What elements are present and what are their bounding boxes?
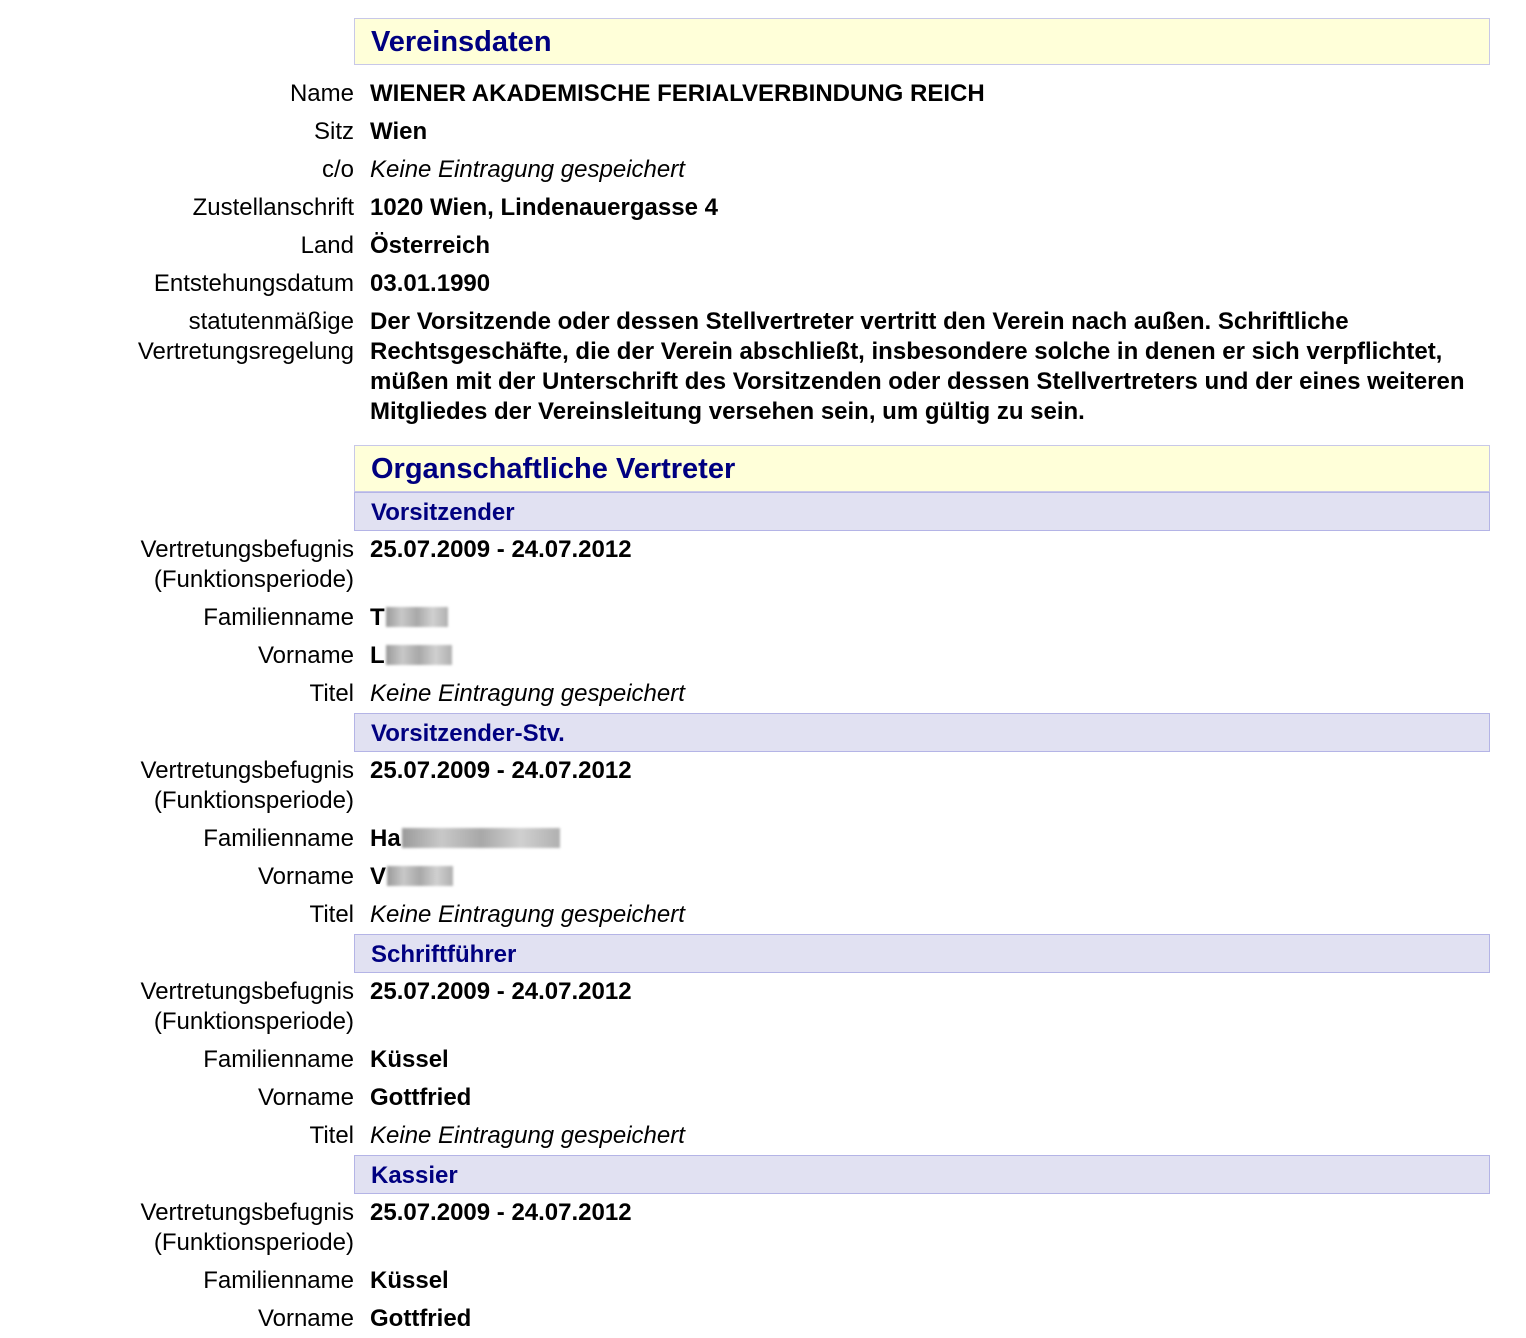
label-vertretungsregelung: statutenmäßige Vertretungsregelung bbox=[137, 308, 354, 365]
label-sitz: Sitz bbox=[313, 118, 354, 145]
row-first bbox=[0, 637, 1526, 675]
row-vertretungsregelung bbox=[0, 303, 1526, 431]
row-family bbox=[0, 820, 1526, 858]
value-family-text: T bbox=[370, 604, 385, 631]
row-title bbox=[0, 1117, 1526, 1155]
value-co: Keine Eintragung gespeichert bbox=[370, 156, 685, 183]
value-sitz: Wien bbox=[370, 118, 428, 145]
value-family bbox=[354, 603, 1474, 633]
value-zustellanschrift: 1020 Wien, Lindenauergasse 4 bbox=[370, 194, 718, 221]
value-first bbox=[354, 641, 1474, 671]
value-name: WIENER AKADEMISCHE FERIALVERBINDUNG REICH bbox=[370, 80, 985, 107]
row-family bbox=[0, 599, 1526, 637]
label-period: Vertretungsbefugnis (Funktionsperiode) bbox=[140, 536, 354, 593]
label-first: Vorname bbox=[257, 1305, 354, 1332]
row-zustellanschrift bbox=[0, 189, 1526, 227]
label-family: Familienname bbox=[203, 1267, 354, 1294]
label-title: Titel bbox=[309, 901, 354, 928]
row-sitz bbox=[0, 113, 1526, 151]
row-first bbox=[0, 858, 1526, 896]
redaction-blur bbox=[386, 645, 452, 665]
label-period: Vertretungsbefugnis (Funktionsperiode) bbox=[140, 978, 354, 1035]
redaction-blur bbox=[387, 866, 453, 886]
value-entstehungsdatum: 03.01.1990 bbox=[370, 270, 491, 297]
section-header-vertreter: Organschaftliche Vertreter bbox=[354, 445, 1490, 492]
label-title: Titel bbox=[309, 680, 354, 707]
row-period bbox=[0, 752, 1526, 820]
role-header-vorsitzender-stv: Vorsitzender-Stv. bbox=[354, 713, 1490, 752]
row-entstehungsdatum bbox=[0, 265, 1526, 303]
label-family: Familienname bbox=[203, 604, 354, 631]
label-family: Familienname bbox=[203, 825, 354, 852]
value-period: 25.07.2009 - 24.07.2012 bbox=[370, 536, 632, 563]
value-title: Keine Eintragung gespeichert bbox=[370, 901, 685, 928]
value-period: 25.07.2009 - 24.07.2012 bbox=[370, 1199, 632, 1226]
redaction-blur bbox=[386, 607, 448, 627]
row-name bbox=[0, 75, 1526, 113]
label-entstehungsdatum: Entstehungsdatum bbox=[153, 270, 354, 297]
value-first-text: V bbox=[370, 863, 387, 890]
register-extract bbox=[0, 18, 1526, 1338]
role-header-kassier: Kassier bbox=[354, 1155, 1490, 1194]
value-first: Gottfried bbox=[370, 1305, 472, 1332]
row-title bbox=[0, 675, 1526, 713]
label-name: Name bbox=[289, 80, 354, 107]
value-first bbox=[354, 862, 1474, 892]
label-first: Vorname bbox=[257, 863, 354, 890]
value-family: Küssel bbox=[370, 1267, 449, 1294]
label-co: c/o bbox=[321, 156, 354, 183]
label-title: Titel bbox=[309, 1122, 354, 1149]
value-first: Gottfried bbox=[370, 1084, 472, 1111]
value-family-text: Ha bbox=[370, 825, 401, 852]
row-period bbox=[0, 973, 1526, 1041]
row-first bbox=[0, 1079, 1526, 1117]
label-first: Vorname bbox=[257, 1084, 354, 1111]
value-family bbox=[354, 824, 1474, 854]
value-first-text: L bbox=[370, 642, 385, 669]
row-first bbox=[0, 1300, 1526, 1338]
value-family: Küssel bbox=[370, 1046, 449, 1073]
row-co bbox=[0, 151, 1526, 189]
value-title: Keine Eintragung gespeichert bbox=[370, 680, 685, 707]
value-period: 25.07.2009 - 24.07.2012 bbox=[370, 978, 632, 1005]
label-land: Land bbox=[300, 232, 354, 259]
value-title: Keine Eintragung gespeichert bbox=[370, 1122, 685, 1149]
value-period: 25.07.2009 - 24.07.2012 bbox=[370, 757, 632, 784]
label-first: Vorname bbox=[257, 642, 354, 669]
label-zustellanschrift: Zustellanschrift bbox=[192, 194, 354, 221]
label-period: Vertretungsbefugnis (Funktionsperiode) bbox=[140, 1199, 354, 1256]
redaction-blur bbox=[402, 828, 560, 848]
role-header-vorsitzender: Vorsitzender bbox=[354, 492, 1490, 531]
value-vertretungsregelung: Der Vorsitzende oder dessen Stellvertreter vertritt den Verein nach außen. Schriftliche Rechtsgeschäfte, die der Verein abschließt, insbesondere solche in denen er sich verpflichtet, müßen mit der Unterschrift des Vorsitzenden oder dessen Stellvertreters und der eines weiteren Mitgliedes der Vereinsleitung versehen sein, um gültig zu sein. bbox=[370, 308, 1465, 425]
row-family bbox=[0, 1262, 1526, 1300]
row-land bbox=[0, 227, 1526, 265]
label-family: Familienname bbox=[203, 1046, 354, 1073]
row-title bbox=[0, 896, 1526, 934]
label-period: Vertretungsbefugnis (Funktionsperiode) bbox=[140, 757, 354, 814]
row-family bbox=[0, 1041, 1526, 1079]
row-period bbox=[0, 1194, 1526, 1262]
role-header-schriftfuehrer: Schriftführer bbox=[354, 934, 1490, 973]
section-header-vereinsdaten: Vereinsdaten bbox=[354, 18, 1490, 65]
row-period bbox=[0, 531, 1526, 599]
value-land: Österreich bbox=[370, 232, 491, 259]
